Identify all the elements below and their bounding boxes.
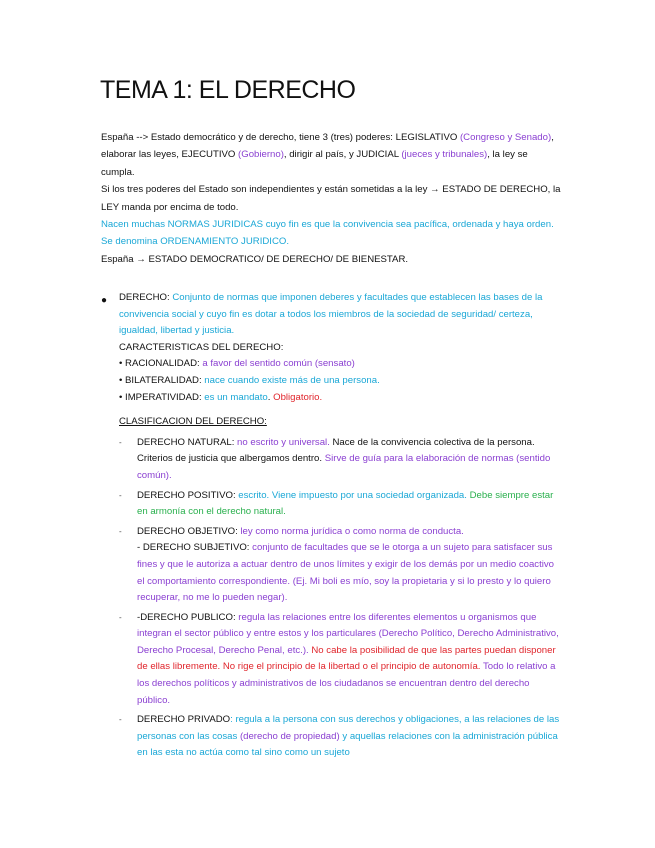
value-red: Obligatorio.: [273, 391, 323, 403]
text: conjunto de facultades que se le otorga a un sujeto para satisfacer sus fines y que le autoriza a actuar dentro de unos límites y exigir de los demás por un medio coactivo el comportamiento correspondiente.: [137, 542, 555, 587]
clasificacion-title: CLASIFICACION DEL DERECHO:: [119, 416, 267, 428]
text: Debe siempre estar en armonía con el derecho natural.: [137, 489, 554, 518]
text: : regula a la persona con sus derechos y obligaciones, a las relaciones de las personas con las cosas: [137, 714, 560, 742]
text: España --> Estado democrático y de derecho, tiene 3 (tres) poderes: LEGISLATIVO: [101, 132, 460, 143]
text: No cabe la posibilidad de que las partes puedan disponer de ellas libremente. No rige el principio de la libertad o el principio de autonomía.: [137, 644, 556, 673]
text: regula las relaciones entre los diferentes elementos u organismos que integran el sector público y entre estos y los particulares: [137, 611, 537, 640]
text-highlight: (Congreso y Senado): [459, 132, 552, 143]
list-marker: -: [119, 612, 122, 622]
text: , la ley se cumpla.: [101, 149, 528, 178]
derecho-bullet-section: [101, 290, 561, 765]
text: (Derecho Político, Derecho Administrativo, Derecho Procesal, Derecho Penal, etc.).: [137, 628, 559, 656]
list-item-objetivo: [119, 524, 561, 607]
text: y aquellas relaciones con la administración pública en las esta no actúa como tal sino como un sujeto: [137, 730, 558, 759]
text: (derecho de propiedad): [239, 730, 340, 742]
text: , dirigir al país, y JUDICIAL: [283, 149, 402, 161]
list-marker: -: [119, 490, 122, 500]
text: escrito. Viene impuesto por una sociedad organizada.: [238, 489, 470, 501]
list-marker: -: [119, 437, 122, 447]
list-marker: -: [119, 526, 122, 536]
label: • IMPERATIVIDAD:: [119, 391, 205, 403]
text: , elaborar las leyes, EJECUTIVO: [101, 132, 554, 161]
intro-paragraph-espana: España → ESTADO DEMOCRATICO/ DE DERECHO/ DE BIENESTAR.: [101, 253, 409, 265]
label: DERECHO OBJETIVO:: [137, 525, 241, 537]
intro-paragraph-estado: Si los tres poderes del Estado son independientes y están sometidas a la ley → ESTADO DE DERECHO, la LEY manda por encima de todo.: [101, 184, 561, 213]
value: a favor del sentido común (sensato): [202, 358, 355, 370]
separator: .: [267, 391, 274, 403]
page-title: TEMA 1: EL DERECHO: [100, 76, 356, 104]
derecho-def-text: Conjunto de normas que imponen deberes y facultades que establecen las bases de la convivencia social y cuyo fin es dotar a todos los miembros de la sociedad de seguridad/ certeza, igualdad, libertad y justicia.: [119, 292, 543, 337]
list-item-positivo: [119, 488, 561, 521]
bullet-dot: ●: [101, 295, 108, 306]
text: Nace de la convivencia colectiva de la persona. Criterios de justicia que albergamos dentro.: [137, 436, 535, 465]
derecho-label: DERECHO:: [119, 292, 173, 303]
label: DERECHO POSITIVO:: [137, 489, 239, 501]
caracteristica-racionalidad: [119, 356, 561, 373]
label: -DERECHO PUBLICO:: [137, 611, 239, 623]
text: Todo lo relativo a los derechos políticos y administrativos de los ciudadanos se encuentran dentro del derecho público.: [137, 661, 556, 706]
list-item-natural: [119, 435, 561, 485]
text: no escrito y universal.: [237, 436, 330, 448]
value: nace cuando existe más de una persona.: [204, 374, 380, 386]
intro-paragraph-normas: Nacen muchas NORMAS JURIDICAS cuyo fin es que la convivencia sea pacífica, ordenada y haya orden. Se denomina ORDENAMIENTO JURIDICO.: [101, 219, 554, 248]
caracteristicas-title: CARACTERISTICAS DEL DERECHO:: [119, 341, 284, 353]
text-highlight: (Gobierno): [238, 149, 284, 161]
text: ley como norma jurídica o como norma de conducta.: [240, 525, 464, 537]
list-marker: -: [119, 715, 122, 725]
text-highlight: (jueces y tribunales): [401, 149, 488, 161]
intro-paragraph-poderes: [101, 129, 561, 181]
clasificacion-list: [119, 435, 561, 762]
label: DERECHO PRIVADO: [137, 714, 231, 726]
derecho-definition: [119, 290, 561, 340]
value: es un mandato: [204, 391, 268, 403]
list-item-privado: [119, 712, 561, 762]
label: DERECHO NATURAL:: [137, 436, 238, 448]
text: (Ej. Mi boli es mío, soy la propietaria y si lo presto y lo quiero recuperar, no me lo pueden negar).: [137, 575, 551, 604]
caracteristica-bilateralidad: [119, 373, 561, 390]
label: • RACIONALIDAD:: [119, 358, 203, 370]
label: - DERECHO SUBJETIVO:: [137, 542, 253, 554]
list-item-publico: [119, 610, 561, 710]
caracteristica-imperatividad: [119, 390, 561, 407]
text: Sirve de guía para la elaboración de normas (sentido común).: [137, 453, 551, 481]
label: • BILATERALIDAD:: [119, 374, 205, 386]
intro-section: [101, 129, 561, 268]
